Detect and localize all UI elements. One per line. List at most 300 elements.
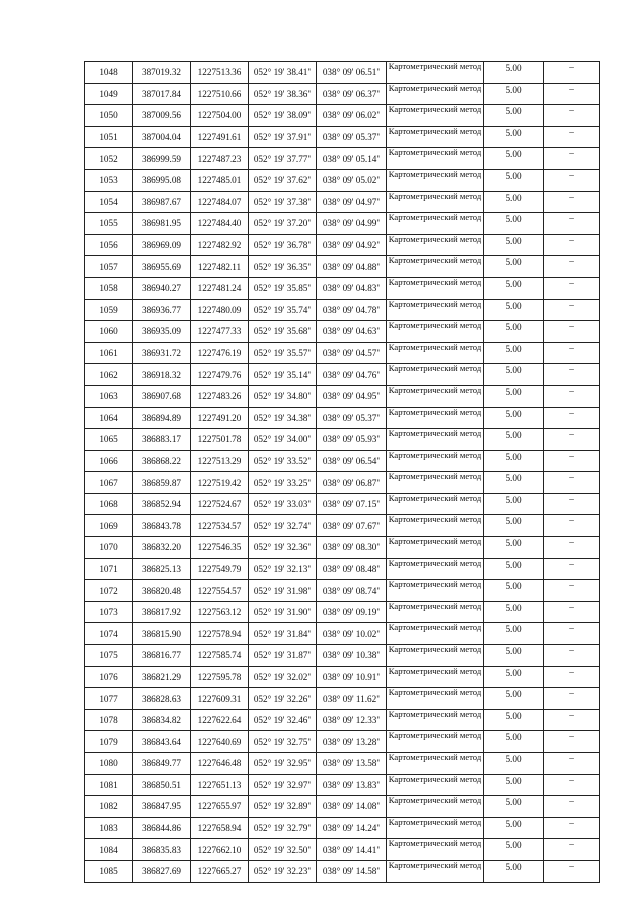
- latitude-cell: 052° 19' 33.25": [249, 472, 317, 494]
- y-coordinate-cell: 1227483.26: [191, 385, 249, 407]
- note-cell: –: [544, 709, 600, 731]
- table-row: [85, 472, 600, 494]
- note-cell: –: [544, 796, 600, 818]
- point-number-cell: 1054: [85, 191, 133, 213]
- accuracy-cell: 5.00: [484, 645, 544, 667]
- method-cell: Картометрический метод: [387, 148, 484, 170]
- longitude-cell: 038° 09' 05.02": [317, 169, 387, 191]
- y-coordinate-cell: 1227482.11: [191, 256, 249, 278]
- note-cell: –: [544, 191, 600, 213]
- accuracy-cell: 5.00: [484, 839, 544, 861]
- method-cell: Картометрический метод: [387, 666, 484, 688]
- latitude-cell: 052° 19' 37.38": [249, 191, 317, 213]
- table-row: [85, 213, 600, 235]
- longitude-cell: 038° 09' 14.08": [317, 796, 387, 818]
- longitude-cell: 038° 09' 14.24": [317, 817, 387, 839]
- table-row: [85, 321, 600, 343]
- point-number-cell: 1071: [85, 558, 133, 580]
- y-coordinate-cell: 1227501.78: [191, 429, 249, 451]
- latitude-cell: 052° 19' 38.36": [249, 83, 317, 105]
- accuracy-cell: 5.00: [484, 299, 544, 321]
- method-cell: Картометрический метод: [387, 817, 484, 839]
- method-cell: Картометрический метод: [387, 774, 484, 796]
- x-coordinate-cell: 386820.48: [133, 580, 191, 602]
- y-coordinate-cell: 1227477.33: [191, 321, 249, 343]
- table-row: [85, 234, 600, 256]
- table-row: [85, 105, 600, 127]
- y-coordinate-cell: 1227554.57: [191, 580, 249, 602]
- method-cell: Картометрический метод: [387, 277, 484, 299]
- latitude-cell: 052° 19' 35.57": [249, 342, 317, 364]
- note-cell: –: [544, 429, 600, 451]
- latitude-cell: 052° 19' 33.03": [249, 493, 317, 515]
- table-row: [85, 731, 600, 753]
- table-row: [85, 256, 600, 278]
- latitude-cell: 052° 19' 35.74": [249, 299, 317, 321]
- latitude-cell: 052° 19' 38.09": [249, 105, 317, 127]
- x-coordinate-cell: 386844.86: [133, 817, 191, 839]
- longitude-cell: 038° 09' 04.76": [317, 364, 387, 386]
- latitude-cell: 052° 19' 31.84": [249, 623, 317, 645]
- point-number-cell: 1064: [85, 407, 133, 429]
- latitude-cell: 052° 19' 34.00": [249, 429, 317, 451]
- point-number-cell: 1074: [85, 623, 133, 645]
- longitude-cell: 038° 09' 05.37": [317, 126, 387, 148]
- x-coordinate-cell: 386843.64: [133, 731, 191, 753]
- accuracy-cell: 5.00: [484, 105, 544, 127]
- note-cell: –: [544, 407, 600, 429]
- table-row: [85, 601, 600, 623]
- method-cell: Картометрический метод: [387, 558, 484, 580]
- longitude-cell: 038° 09' 06.02": [317, 105, 387, 127]
- accuracy-cell: 5.00: [484, 493, 544, 515]
- table-row: [85, 774, 600, 796]
- note-cell: –: [544, 731, 600, 753]
- method-cell: Картометрический метод: [387, 601, 484, 623]
- table-row: [85, 753, 600, 775]
- y-coordinate-cell: 1227662.10: [191, 839, 249, 861]
- longitude-cell: 038° 09' 04.95": [317, 385, 387, 407]
- point-number-cell: 1053: [85, 169, 133, 191]
- longitude-cell: 038° 09' 10.38": [317, 645, 387, 667]
- accuracy-cell: 5.00: [484, 817, 544, 839]
- table-row: [85, 515, 600, 537]
- note-cell: –: [544, 472, 600, 494]
- accuracy-cell: 5.00: [484, 321, 544, 343]
- note-cell: –: [544, 234, 600, 256]
- point-number-cell: 1084: [85, 839, 133, 861]
- point-number-cell: 1065: [85, 429, 133, 451]
- accuracy-cell: 5.00: [484, 472, 544, 494]
- x-coordinate-cell: 386835.83: [133, 839, 191, 861]
- note-cell: –: [544, 860, 600, 882]
- x-coordinate-cell: 386847.95: [133, 796, 191, 818]
- point-number-cell: 1049: [85, 83, 133, 105]
- method-cell: Картометрический метод: [387, 169, 484, 191]
- note-cell: –: [544, 148, 600, 170]
- point-number-cell: 1050: [85, 105, 133, 127]
- y-coordinate-cell: 1227485.01: [191, 169, 249, 191]
- note-cell: –: [544, 83, 600, 105]
- y-coordinate-cell: 1227609.31: [191, 688, 249, 710]
- accuracy-cell: 5.00: [484, 601, 544, 623]
- accuracy-cell: 5.00: [484, 407, 544, 429]
- longitude-cell: 038° 09' 13.28": [317, 731, 387, 753]
- point-number-cell: 1058: [85, 277, 133, 299]
- y-coordinate-cell: 1227482.92: [191, 234, 249, 256]
- method-cell: Картометрический метод: [387, 645, 484, 667]
- y-coordinate-cell: 1227487.23: [191, 148, 249, 170]
- table-row: [85, 666, 600, 688]
- method-cell: Картометрический метод: [387, 515, 484, 537]
- latitude-cell: 052° 19' 32.26": [249, 688, 317, 710]
- point-number-cell: 1048: [85, 62, 133, 84]
- y-coordinate-cell: 1227476.19: [191, 342, 249, 364]
- note-cell: –: [544, 299, 600, 321]
- point-number-cell: 1060: [85, 321, 133, 343]
- longitude-cell: 038° 09' 09.19": [317, 601, 387, 623]
- point-number-cell: 1055: [85, 213, 133, 235]
- x-coordinate-cell: 386935.09: [133, 321, 191, 343]
- point-number-cell: 1057: [85, 256, 133, 278]
- latitude-cell: 052° 19' 36.35": [249, 256, 317, 278]
- note-cell: –: [544, 213, 600, 235]
- point-number-cell: 1078: [85, 709, 133, 731]
- point-number-cell: 1056: [85, 234, 133, 256]
- accuracy-cell: 5.00: [484, 429, 544, 451]
- point-number-cell: 1068: [85, 493, 133, 515]
- point-number-cell: 1079: [85, 731, 133, 753]
- latitude-cell: 052° 19' 36.78": [249, 234, 317, 256]
- latitude-cell: 052° 19' 32.75": [249, 731, 317, 753]
- method-cell: Картометрический метод: [387, 839, 484, 861]
- longitude-cell: 038° 09' 12.33": [317, 709, 387, 731]
- x-coordinate-cell: 386815.90: [133, 623, 191, 645]
- accuracy-cell: 5.00: [484, 623, 544, 645]
- x-coordinate-cell: 386931.72: [133, 342, 191, 364]
- point-number-cell: 1082: [85, 796, 133, 818]
- method-cell: Картометрический метод: [387, 321, 484, 343]
- y-coordinate-cell: 1227484.40: [191, 213, 249, 235]
- longitude-cell: 038° 09' 14.58": [317, 860, 387, 882]
- x-coordinate-cell: 386955.69: [133, 256, 191, 278]
- method-cell: Картометрический метод: [387, 234, 484, 256]
- latitude-cell: 052° 19' 32.89": [249, 796, 317, 818]
- note-cell: –: [544, 839, 600, 861]
- method-cell: Картометрический метод: [387, 299, 484, 321]
- y-coordinate-cell: 1227491.20: [191, 407, 249, 429]
- latitude-cell: 052° 19' 32.46": [249, 709, 317, 731]
- x-coordinate-cell: 386832.20: [133, 537, 191, 559]
- table-row: [85, 62, 600, 84]
- point-number-cell: 1085: [85, 860, 133, 882]
- longitude-cell: 038° 09' 04.97": [317, 191, 387, 213]
- note-cell: –: [544, 62, 600, 84]
- accuracy-cell: 5.00: [484, 256, 544, 278]
- point-number-cell: 1067: [85, 472, 133, 494]
- x-coordinate-cell: 386868.22: [133, 450, 191, 472]
- y-coordinate-cell: 1227549.79: [191, 558, 249, 580]
- accuracy-cell: 5.00: [484, 342, 544, 364]
- note-cell: –: [544, 774, 600, 796]
- longitude-cell: 038° 09' 13.83": [317, 774, 387, 796]
- x-coordinate-cell: 386828.63: [133, 688, 191, 710]
- accuracy-cell: 5.00: [484, 364, 544, 386]
- longitude-cell: 038° 09' 06.87": [317, 472, 387, 494]
- x-coordinate-cell: 387009.56: [133, 105, 191, 127]
- y-coordinate-cell: 1227519.42: [191, 472, 249, 494]
- longitude-cell: 038° 09' 06.51": [317, 62, 387, 84]
- method-cell: Картометрический метод: [387, 429, 484, 451]
- x-coordinate-cell: 386918.32: [133, 364, 191, 386]
- x-coordinate-cell: 387004.04: [133, 126, 191, 148]
- method-cell: Картометрический метод: [387, 688, 484, 710]
- y-coordinate-cell: 1227484.07: [191, 191, 249, 213]
- longitude-cell: 038° 09' 08.30": [317, 537, 387, 559]
- longitude-cell: 038° 09' 11.62": [317, 688, 387, 710]
- point-number-cell: 1059: [85, 299, 133, 321]
- point-number-cell: 1083: [85, 817, 133, 839]
- y-coordinate-cell: 1227595.78: [191, 666, 249, 688]
- latitude-cell: 052° 19' 31.98": [249, 580, 317, 602]
- longitude-cell: 038° 09' 08.74": [317, 580, 387, 602]
- method-cell: Картометрический метод: [387, 126, 484, 148]
- x-coordinate-cell: 386821.29: [133, 666, 191, 688]
- note-cell: –: [544, 753, 600, 775]
- longitude-cell: 038° 09' 04.83": [317, 277, 387, 299]
- accuracy-cell: 5.00: [484, 731, 544, 753]
- accuracy-cell: 5.00: [484, 666, 544, 688]
- note-cell: –: [544, 666, 600, 688]
- method-cell: Картометрический метод: [387, 213, 484, 235]
- longitude-cell: 038° 09' 04.78": [317, 299, 387, 321]
- note-cell: –: [544, 645, 600, 667]
- note-cell: –: [544, 537, 600, 559]
- method-cell: Картометрический метод: [387, 623, 484, 645]
- y-coordinate-cell: 1227491.61: [191, 126, 249, 148]
- note-cell: –: [544, 277, 600, 299]
- y-coordinate-cell: 1227640.69: [191, 731, 249, 753]
- accuracy-cell: 5.00: [484, 774, 544, 796]
- point-number-cell: 1075: [85, 645, 133, 667]
- x-coordinate-cell: 386940.27: [133, 277, 191, 299]
- y-coordinate-cell: 1227534.57: [191, 515, 249, 537]
- table-row: [85, 126, 600, 148]
- y-coordinate-cell: 1227651.13: [191, 774, 249, 796]
- note-cell: –: [544, 169, 600, 191]
- accuracy-cell: 5.00: [484, 169, 544, 191]
- x-coordinate-cell: 386987.67: [133, 191, 191, 213]
- longitude-cell: 038° 09' 04.88": [317, 256, 387, 278]
- x-coordinate-cell: 386852.94: [133, 493, 191, 515]
- y-coordinate-cell: 1227665.27: [191, 860, 249, 882]
- method-cell: Картометрический метод: [387, 537, 484, 559]
- latitude-cell: 052° 19' 37.62": [249, 169, 317, 191]
- x-coordinate-cell: 386981.95: [133, 213, 191, 235]
- table-row: [85, 385, 600, 407]
- y-coordinate-cell: 1227504.00: [191, 105, 249, 127]
- accuracy-cell: 5.00: [484, 515, 544, 537]
- method-cell: Картометрический метод: [387, 796, 484, 818]
- latitude-cell: 052° 19' 31.90": [249, 601, 317, 623]
- y-coordinate-cell: 1227480.09: [191, 299, 249, 321]
- x-coordinate-cell: 386907.68: [133, 385, 191, 407]
- method-cell: Картометрический метод: [387, 83, 484, 105]
- point-number-cell: 1062: [85, 364, 133, 386]
- point-number-cell: 1070: [85, 537, 133, 559]
- table-row: [85, 342, 600, 364]
- y-coordinate-cell: 1227658.94: [191, 817, 249, 839]
- longitude-cell: 038° 09' 07.67": [317, 515, 387, 537]
- table-row: [85, 860, 600, 882]
- table-row: [85, 817, 600, 839]
- method-cell: Картометрический метод: [387, 731, 484, 753]
- note-cell: –: [544, 493, 600, 515]
- longitude-cell: 038° 09' 06.54": [317, 450, 387, 472]
- x-coordinate-cell: 386936.77: [133, 299, 191, 321]
- accuracy-cell: 5.00: [484, 537, 544, 559]
- x-coordinate-cell: 386850.51: [133, 774, 191, 796]
- table-row: [85, 277, 600, 299]
- latitude-cell: 052° 19' 32.97": [249, 774, 317, 796]
- accuracy-cell: 5.00: [484, 709, 544, 731]
- latitude-cell: 052° 19' 32.02": [249, 666, 317, 688]
- accuracy-cell: 5.00: [484, 277, 544, 299]
- point-number-cell: 1052: [85, 148, 133, 170]
- method-cell: Картометрический метод: [387, 62, 484, 84]
- accuracy-cell: 5.00: [484, 385, 544, 407]
- point-number-cell: 1061: [85, 342, 133, 364]
- y-coordinate-cell: 1227513.29: [191, 450, 249, 472]
- latitude-cell: 052° 19' 32.74": [249, 515, 317, 537]
- method-cell: Картометрический метод: [387, 580, 484, 602]
- longitude-cell: 038° 09' 13.58": [317, 753, 387, 775]
- latitude-cell: 052° 19' 35.85": [249, 277, 317, 299]
- longitude-cell: 038° 09' 04.57": [317, 342, 387, 364]
- note-cell: –: [544, 558, 600, 580]
- y-coordinate-cell: 1227622.64: [191, 709, 249, 731]
- table-row: [85, 407, 600, 429]
- x-coordinate-cell: 386827.69: [133, 860, 191, 882]
- y-coordinate-cell: 1227510.66: [191, 83, 249, 105]
- table-row: [85, 299, 600, 321]
- longitude-cell: 038° 09' 10.91": [317, 666, 387, 688]
- point-number-cell: 1080: [85, 753, 133, 775]
- note-cell: –: [544, 515, 600, 537]
- accuracy-cell: 5.00: [484, 126, 544, 148]
- note-cell: –: [544, 342, 600, 364]
- longitude-cell: 038° 09' 05.93": [317, 429, 387, 451]
- y-coordinate-cell: 1227546.35: [191, 537, 249, 559]
- accuracy-cell: 5.00: [484, 580, 544, 602]
- y-coordinate-cell: 1227563.12: [191, 601, 249, 623]
- longitude-cell: 038° 09' 07.15": [317, 493, 387, 515]
- longitude-cell: 038° 09' 04.92": [317, 234, 387, 256]
- note-cell: –: [544, 385, 600, 407]
- table-row: [85, 429, 600, 451]
- table-body: [85, 62, 600, 883]
- point-number-cell: 1069: [85, 515, 133, 537]
- longitude-cell: 038° 09' 06.37": [317, 83, 387, 105]
- longitude-cell: 038° 09' 04.99": [317, 213, 387, 235]
- accuracy-cell: 5.00: [484, 83, 544, 105]
- method-cell: Картометрический метод: [387, 493, 484, 515]
- table-row: [85, 839, 600, 861]
- method-cell: Картометрический метод: [387, 364, 484, 386]
- latitude-cell: 052° 19' 34.80": [249, 385, 317, 407]
- x-coordinate-cell: 386825.13: [133, 558, 191, 580]
- point-number-cell: 1076: [85, 666, 133, 688]
- longitude-cell: 038° 09' 10.02": [317, 623, 387, 645]
- x-coordinate-cell: 386859.87: [133, 472, 191, 494]
- method-cell: Картометрический метод: [387, 342, 484, 364]
- table-row: [85, 83, 600, 105]
- point-number-cell: 1072: [85, 580, 133, 602]
- method-cell: Картометрический метод: [387, 472, 484, 494]
- latitude-cell: 052° 19' 32.36": [249, 537, 317, 559]
- y-coordinate-cell: 1227646.48: [191, 753, 249, 775]
- note-cell: –: [544, 364, 600, 386]
- latitude-cell: 052° 19' 32.50": [249, 839, 317, 861]
- note-cell: –: [544, 601, 600, 623]
- note-cell: –: [544, 321, 600, 343]
- x-coordinate-cell: 386999.59: [133, 148, 191, 170]
- table-row: [85, 169, 600, 191]
- accuracy-cell: 5.00: [484, 234, 544, 256]
- longitude-cell: 038° 09' 05.37": [317, 407, 387, 429]
- y-coordinate-cell: 1227585.74: [191, 645, 249, 667]
- accuracy-cell: 5.00: [484, 753, 544, 775]
- latitude-cell: 052° 19' 35.68": [249, 321, 317, 343]
- y-coordinate-cell: 1227524.67: [191, 493, 249, 515]
- latitude-cell: 052° 19' 38.41": [249, 62, 317, 84]
- note-cell: –: [544, 450, 600, 472]
- method-cell: Картометрический метод: [387, 385, 484, 407]
- y-coordinate-cell: 1227655.97: [191, 796, 249, 818]
- table-row: [85, 450, 600, 472]
- note-cell: –: [544, 817, 600, 839]
- x-coordinate-cell: 386995.08: [133, 169, 191, 191]
- table-row: [85, 688, 600, 710]
- y-coordinate-cell: 1227513.36: [191, 62, 249, 84]
- x-coordinate-cell: 386843.78: [133, 515, 191, 537]
- x-coordinate-cell: 386883.17: [133, 429, 191, 451]
- accuracy-cell: 5.00: [484, 688, 544, 710]
- table-row: [85, 796, 600, 818]
- method-cell: Картометрический метод: [387, 105, 484, 127]
- table-row: [85, 191, 600, 213]
- point-number-cell: 1081: [85, 774, 133, 796]
- latitude-cell: 052° 19' 33.52": [249, 450, 317, 472]
- accuracy-cell: 5.00: [484, 148, 544, 170]
- coordinates-table: [84, 61, 600, 883]
- x-coordinate-cell: 386834.82: [133, 709, 191, 731]
- table-row: [85, 709, 600, 731]
- latitude-cell: 052° 19' 35.14": [249, 364, 317, 386]
- y-coordinate-cell: 1227481.24: [191, 277, 249, 299]
- x-coordinate-cell: 386969.09: [133, 234, 191, 256]
- point-number-cell: 1066: [85, 450, 133, 472]
- note-cell: –: [544, 256, 600, 278]
- point-number-cell: 1051: [85, 126, 133, 148]
- x-coordinate-cell: 386894.89: [133, 407, 191, 429]
- method-cell: Картометрический метод: [387, 407, 484, 429]
- table-row: [85, 558, 600, 580]
- x-coordinate-cell: 387017.84: [133, 83, 191, 105]
- y-coordinate-cell: 1227578.94: [191, 623, 249, 645]
- note-cell: –: [544, 623, 600, 645]
- latitude-cell: 052° 19' 37.20": [249, 213, 317, 235]
